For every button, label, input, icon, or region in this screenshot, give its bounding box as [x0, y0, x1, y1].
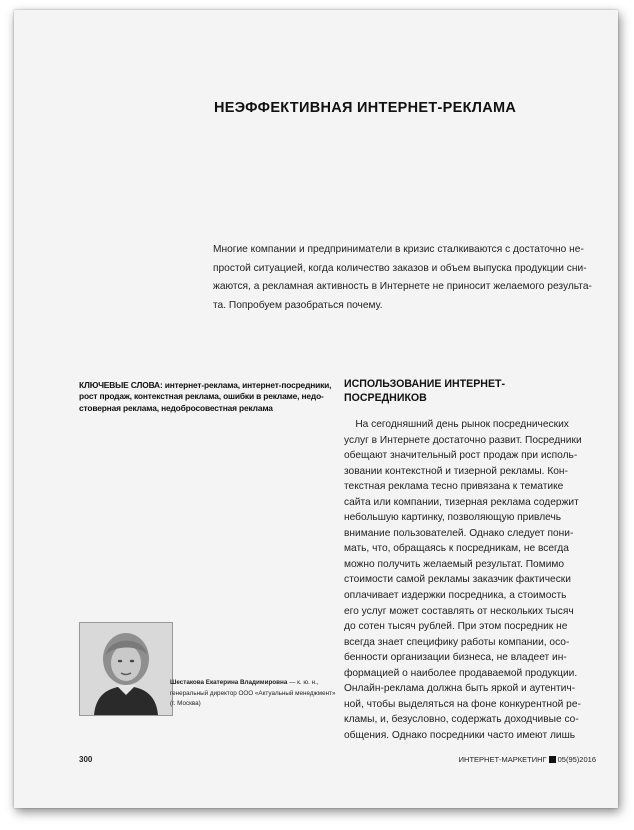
author-line: [170, 678, 340, 689]
body-line: до сотен тысяч рублей. При этом посредник не: [344, 621, 568, 633]
section-heading-line: ИСПОЛЬЗОВАНИЕ ИНТЕРНЕТ-: [344, 378, 506, 390]
author-degree: — к. ю. н.,: [287, 679, 319, 686]
lead-line: жаются, а рекламная активность в Интернете не приносит желаемого результа-: [213, 281, 592, 293]
body-line: внимание пользователей. Однако следует пони-: [344, 527, 574, 539]
body-line: небольшую картинку, позволяющую привлечь: [344, 512, 562, 524]
body-line: оплачивает издержки посредника, а стоимость: [344, 590, 567, 602]
body-line: его услуг может составлять от нескольких тысяч: [344, 605, 574, 617]
body-line: стоимости самой рекламы заказчик фактически: [344, 574, 571, 586]
author-caption: [170, 678, 340, 710]
body-line: текстная реклама тесно привязана к тематике: [344, 481, 564, 493]
body-line: услуг в Интернете достаточно развит. Посредники: [344, 434, 582, 446]
author-name: Шестакова Екатерина Владимировна: [170, 679, 288, 686]
section-heading: [344, 378, 604, 405]
author-photo: [79, 622, 173, 716]
body-line: бенности организации бизнеса, не владеет ин-: [344, 652, 567, 664]
author-portrait-image: [80, 623, 172, 715]
body-line: сайта или компании, тизерная реклама содержит: [344, 496, 579, 508]
keywords-line: КЛЮЧЕВЫЕ СЛОВА: интернет-реклама, интернет-посредники,: [79, 380, 332, 390]
page-number: 300: [79, 755, 93, 764]
body-line: обещают значительный рост продаж при исполь-: [344, 450, 578, 462]
body-line: зовании контекстной и тизерной рекламы. Кон-: [344, 465, 568, 477]
keywords-block: [79, 380, 332, 414]
body-line: мать, что, обращаясь к посредникам, не всегда: [344, 543, 569, 555]
body-line: кламы, и, безусловно, содержать доходчивые со-: [344, 714, 579, 726]
section-heading-line: ПОСРЕДНИКОВ: [344, 391, 427, 404]
body-line: ной, чтобы выделяться на фоне конкурентной ре-: [344, 698, 581, 710]
article-lead: [213, 241, 591, 315]
body-line: всегда знает специфику работы компании, осо-: [344, 636, 570, 648]
journal-issue: 05(95)2016: [557, 755, 596, 764]
magazine-page: [14, 10, 618, 808]
body-line: На сегодняшний день рынок посреднических: [344, 419, 569, 430]
journal-footer: [459, 755, 596, 764]
square-icon: [549, 756, 556, 763]
lead-line: простой ситуацией, когда количество заказов и объем выпуска продукции сни-: [213, 262, 587, 274]
article-title: НЕЭФФЕКТИВНАЯ ИНТЕРНЕТ-РЕКЛАМА: [214, 100, 517, 116]
author-city: (г. Москва): [170, 700, 201, 707]
author-position: генеральный директор ООО «Актуальный менеджмент»: [170, 689, 336, 697]
section-body: [344, 417, 604, 743]
body-line: общения. Однако посредники часто имеют лишь: [344, 729, 576, 741]
body-line: можно получить желаемый результат. Помимо: [344, 558, 565, 570]
body-line: Онлайн-реклама должна быть яркой и аутентич-: [344, 683, 576, 695]
body-line: формацией о наиболее продаваемой продукции.: [344, 667, 578, 679]
journal-name: ИНТЕРНЕТ-МАРКЕТИНГ: [458, 755, 547, 764]
lead-line: та. Попробуем разобраться почему.: [213, 299, 383, 311]
keywords-line: стоверная реклама, недобросовестная реклама: [79, 402, 273, 413]
keywords-line: рост продаж, контекстная реклама, ошибки в рекламе, недо-: [79, 391, 324, 402]
lead-line: Многие компании и предприниматели в кризис сталкиваются с достаточно не-: [213, 244, 584, 255]
